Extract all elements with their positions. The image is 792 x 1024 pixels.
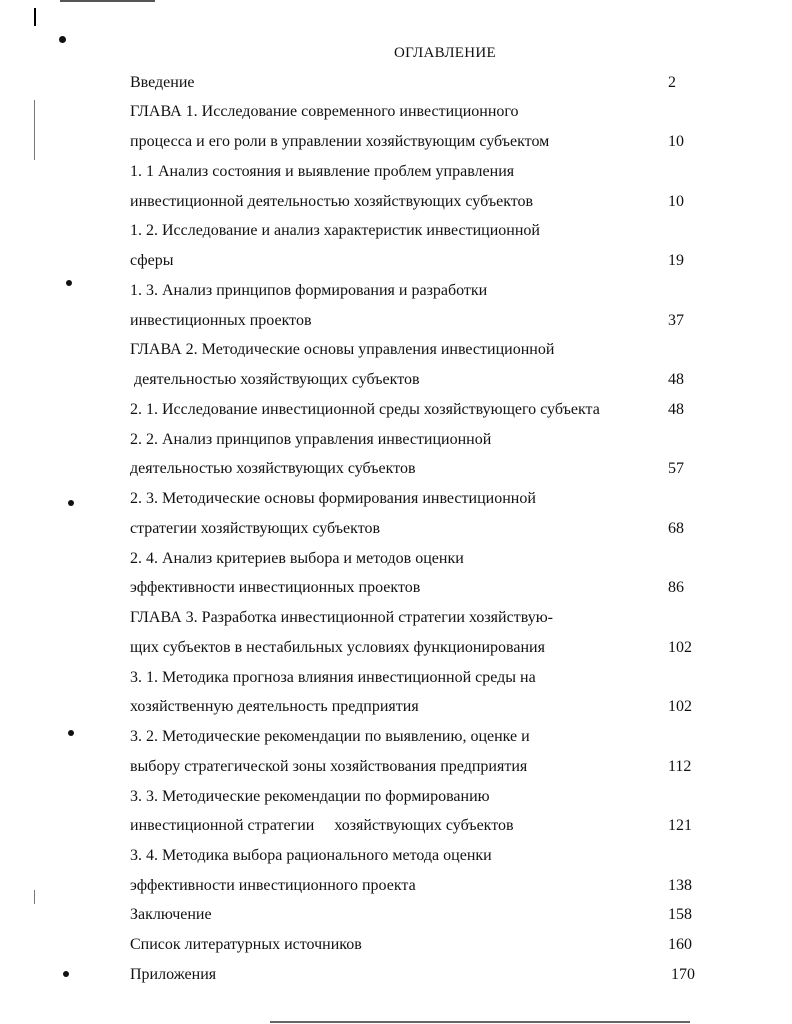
toc-line-3-3-cont: инвестиционной стратегии хозяйствующих субъектов [130,817,514,834]
toc-line-3-4-cont: эффективности инвестиционного проекта [130,877,416,894]
page-number: 86 [668,579,684,596]
toc-line-appendices: Приложения [130,966,217,983]
toc-line-3-1-cont: хозяйственную деятельность предприятия [130,698,419,715]
page-number: 10 [668,193,684,210]
toc-line-2-1: 2. 1. Исследование инвестиционной среды хозяйствующего субъекта [130,401,600,418]
toc-line-2-3: 2. 3. Методические основы формирования инвестиционной [130,490,536,507]
toc-line-2-2-cont: деятельностью хозяйствующих субъектов [130,460,416,477]
scan-edge-mark [34,890,35,904]
toc-line-3-2-cont: выбору стратегической зоны хозяйствования предприятия [130,758,528,775]
toc-title: ОГЛАВЛЕНИЕ [394,45,496,61]
toc-line-chapter-2-cont: деятельностью хозяйствующих субъектов [130,371,420,388]
scan-speck [66,280,72,286]
page-number: 170 [671,966,695,983]
page-number: 37 [668,312,684,329]
scan-speck [63,971,69,977]
page-number: 48 [668,371,684,388]
toc-line-2-4: 2. 4. Анализ критериев выбора и методов оценки [130,550,464,567]
toc-line-1-3-cont: инвестиционных проектов [130,312,312,329]
toc-line-2-3-cont: стратегии хозяйствующих субъектов [130,520,381,537]
page-number: 160 [668,936,692,953]
page-number: 19 [668,252,684,269]
page-number: 102 [668,639,692,656]
scan-speck [59,36,66,43]
toc-line-3-2: 3. 2. Методические рекомендации по выявлению, оценке и [130,728,530,745]
toc-line-3-1: 3. 1. Методика прогноза влияния инвестиционной среды на [130,669,536,686]
page-number: 2 [668,74,676,91]
toc-line-intro: Введение [130,74,195,91]
page-number: 102 [668,698,692,715]
page-number: 68 [668,520,684,537]
page-number: 10 [668,133,684,150]
toc-line-chapter-2: ГЛАВА 2. Методические основы управления инвестиционной [130,341,555,358]
page-number: 158 [668,906,692,923]
page-number: 57 [668,460,684,477]
toc-line-1-2: 1. 2. Исследование и анализ характеристик инвестиционной [130,222,540,239]
scan-speck [68,730,74,736]
toc-line-chapter-3: ГЛАВА 3. Разработка инвестиционной стратегии хозяйствую- [130,609,553,626]
toc-line-chapter-1-cont: процесса и его роли в управлении хозяйствующим субъектом [130,133,550,150]
page-number: 121 [668,817,692,834]
toc-line-3-4: 3. 4. Методика выбора рационального метода оценки [130,847,492,864]
toc-line-2-2: 2. 2. Анализ принципов управления инвестиционной [130,431,492,448]
toc-line-chapter-3-cont: щих субъектов в нестабильных условиях функционирования [130,639,545,656]
toc-line-1-1-cont: инвестиционной деятельностью хозяйствующих субъектов [130,193,534,210]
toc-line-1-3: 1. 3. Анализ принципов формирования и разработки [130,282,488,299]
page-number: 112 [668,758,692,775]
scan-speck [68,500,74,506]
page-number: 48 [668,401,684,418]
page-number: 138 [668,877,692,894]
toc-line-2-4-cont: эффективности инвестиционных проектов [130,579,421,596]
scan-edge-mark [34,8,36,26]
toc-line-3-3: 3. 3. Методические рекомендации по формированию [130,788,490,805]
scan-bottom-rule [270,1021,690,1023]
scan-top-rule [60,0,155,2]
toc-line-references: Список литературных источников [130,936,362,953]
toc-line-conclusion: Заключение [130,906,212,923]
toc-line-chapter-1: ГЛАВА 1. Исследование современного инвестиционного [130,103,519,120]
scan-edge-mark [34,100,35,160]
toc-line-1-1: 1. 1 Анализ состояния и выявление проблем управления [130,163,515,180]
toc-line-1-2-cont: сферы [130,252,174,269]
